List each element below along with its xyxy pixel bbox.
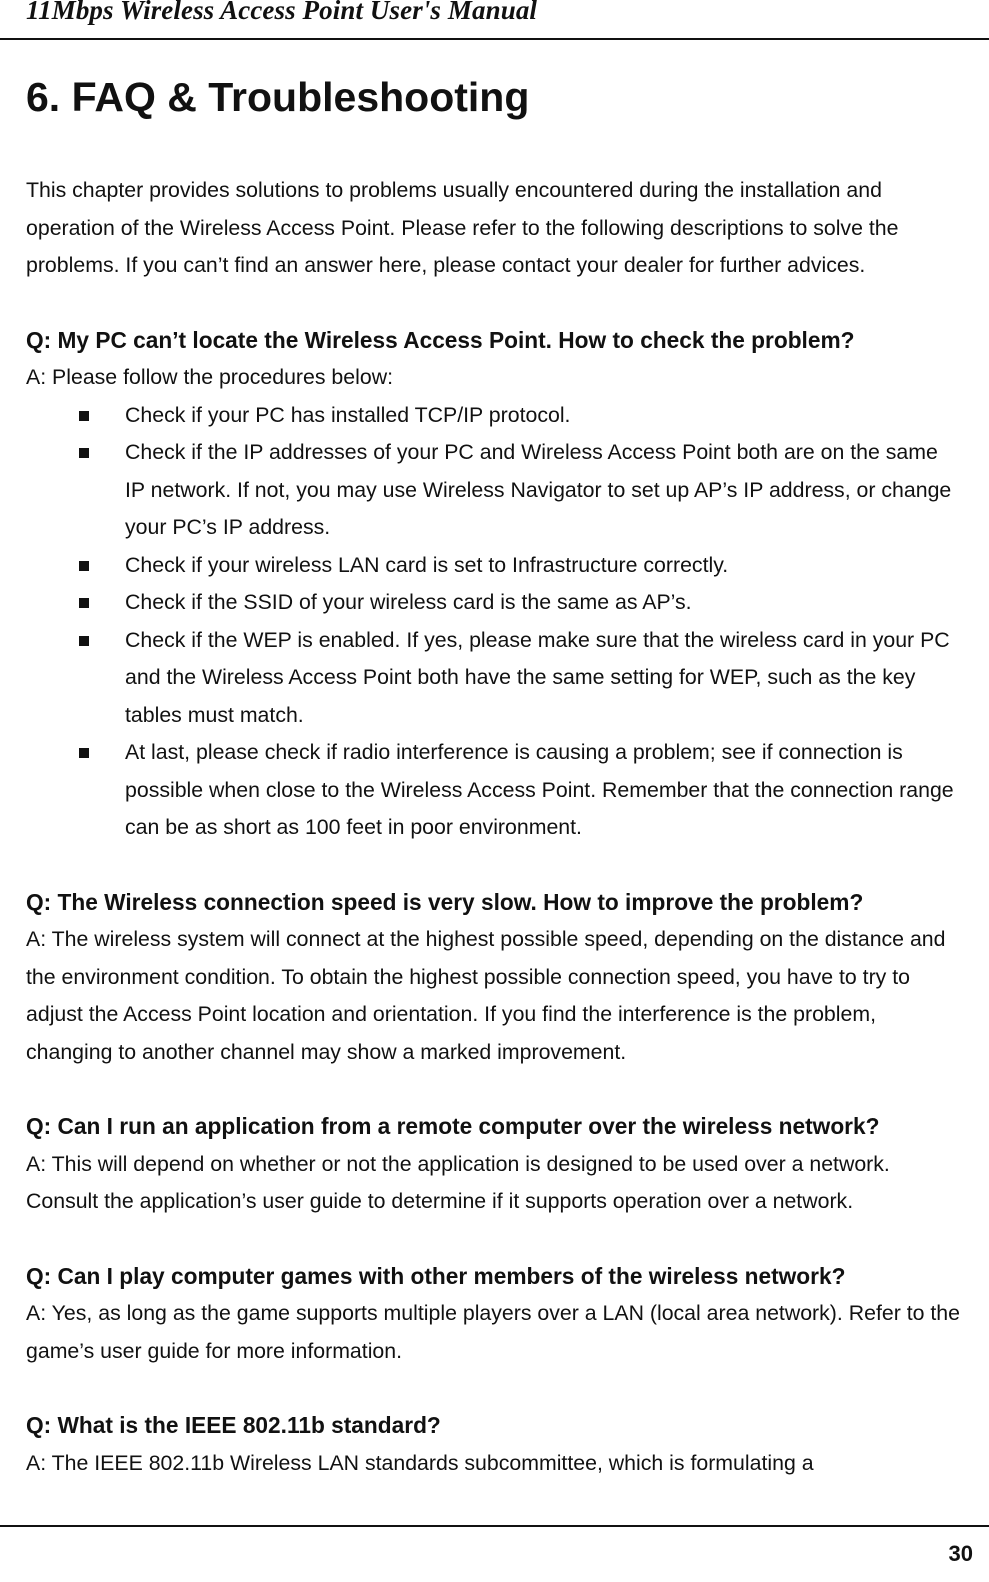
list-item-text: Check if the WEP is enabled. If yes, please make sure that the wireless card in your PC and the Wireless Access Point both have the same setting for WEP, such as the key tables must match.	[125, 627, 950, 727]
faq-question: Q: The Wireless connection speed is very slow. How to improve the problem?	[26, 888, 864, 915]
faq-question: Q: My PC can’t locate the Wireless Access Point. How to check the problem?	[26, 326, 855, 353]
faq-item	[26, 322, 961, 847]
list-item	[26, 434, 961, 547]
faq-item	[26, 1407, 961, 1482]
square-bullet-icon	[79, 598, 89, 608]
square-bullet-icon	[79, 561, 89, 571]
square-bullet-icon	[79, 748, 89, 758]
chapter-title: 6. FAQ & Troubleshooting	[26, 74, 530, 120]
faq-question: Q: What is the IEEE 802.11b standard?	[26, 1412, 441, 1438]
faq-answer: A: The wireless system will connect at the highest possible speed, depending on the distance and the environment condition. To obtain the highest possible connection speed, you have to try to adjust the Access Point location and orientation. If you find the interference is the problem, changing to another channel may show a marked improvement.	[26, 927, 946, 1064]
manual-title: 11Mbps Wireless Access Point User's Manual	[26, 0, 538, 25]
list-item	[26, 397, 961, 435]
faq-item	[26, 884, 961, 1072]
list-item	[26, 622, 961, 735]
square-bullet-icon	[79, 636, 89, 646]
faq-item	[26, 1258, 961, 1371]
list-item-text: At last, please check if radio interference is causing a problem; see if connection is possible when close to the Wireless Access Point. Remember that the connection range can be as short as 100 feet in poor environment.	[125, 740, 954, 839]
procedure-list	[26, 397, 961, 847]
list-item-text: Check if the IP addresses of your PC and Wireless Access Point both are on the same IP network. If not, you may use Wireless Navigator to set up AP’s IP address, or change your PC’s IP address.	[125, 440, 952, 539]
list-item-text: Check if your wireless LAN card is set to Infrastructure correctly.	[125, 552, 729, 577]
list-item	[26, 584, 961, 622]
faq-question: Q: Can I play computer games with other members of the wireless network?	[26, 1262, 846, 1289]
list-item-text: Check if your PC has installed TCP/IP protocol.	[125, 402, 571, 427]
page-number: 30	[948, 1541, 973, 1566]
faq-question: Q: Can I run an application from a remote computer over the wireless network?	[26, 1113, 880, 1139]
chapter-intro: This chapter provides solutions to problems usually encountered during the installation and operation of the Wireless Access Point. Please refer to the following descriptions to solve the problems. If you can’t find an answer here, please contact your dealer for further advices.	[26, 178, 899, 277]
page-content	[26, 68, 961, 1519]
faq-item	[26, 1108, 961, 1221]
list-item	[26, 547, 961, 585]
faq-answer: A: This will depend on whether or not the application is designed to be used over a network. Consult the application’s user guide to determine if it supports operation over a network.	[26, 1151, 890, 1213]
list-item-text: Check if the SSID of your wireless card is the same as AP’s.	[125, 590, 692, 614]
list-item	[26, 734, 961, 847]
square-bullet-icon	[79, 411, 89, 421]
faq-answer: A: Yes, as long as the game supports multiple players over a LAN (local area network). Refer to the game’s user guide for more information.	[26, 1301, 960, 1363]
faq-answer: A: The IEEE 802.11b Wireless LAN standards subcommittee, which is formulating a	[26, 1450, 814, 1475]
page-header	[0, 0, 989, 40]
square-bullet-icon	[79, 448, 89, 458]
faq-answer: A: Please follow the procedures below:	[26, 365, 393, 389]
page-footer	[0, 1525, 989, 1566]
